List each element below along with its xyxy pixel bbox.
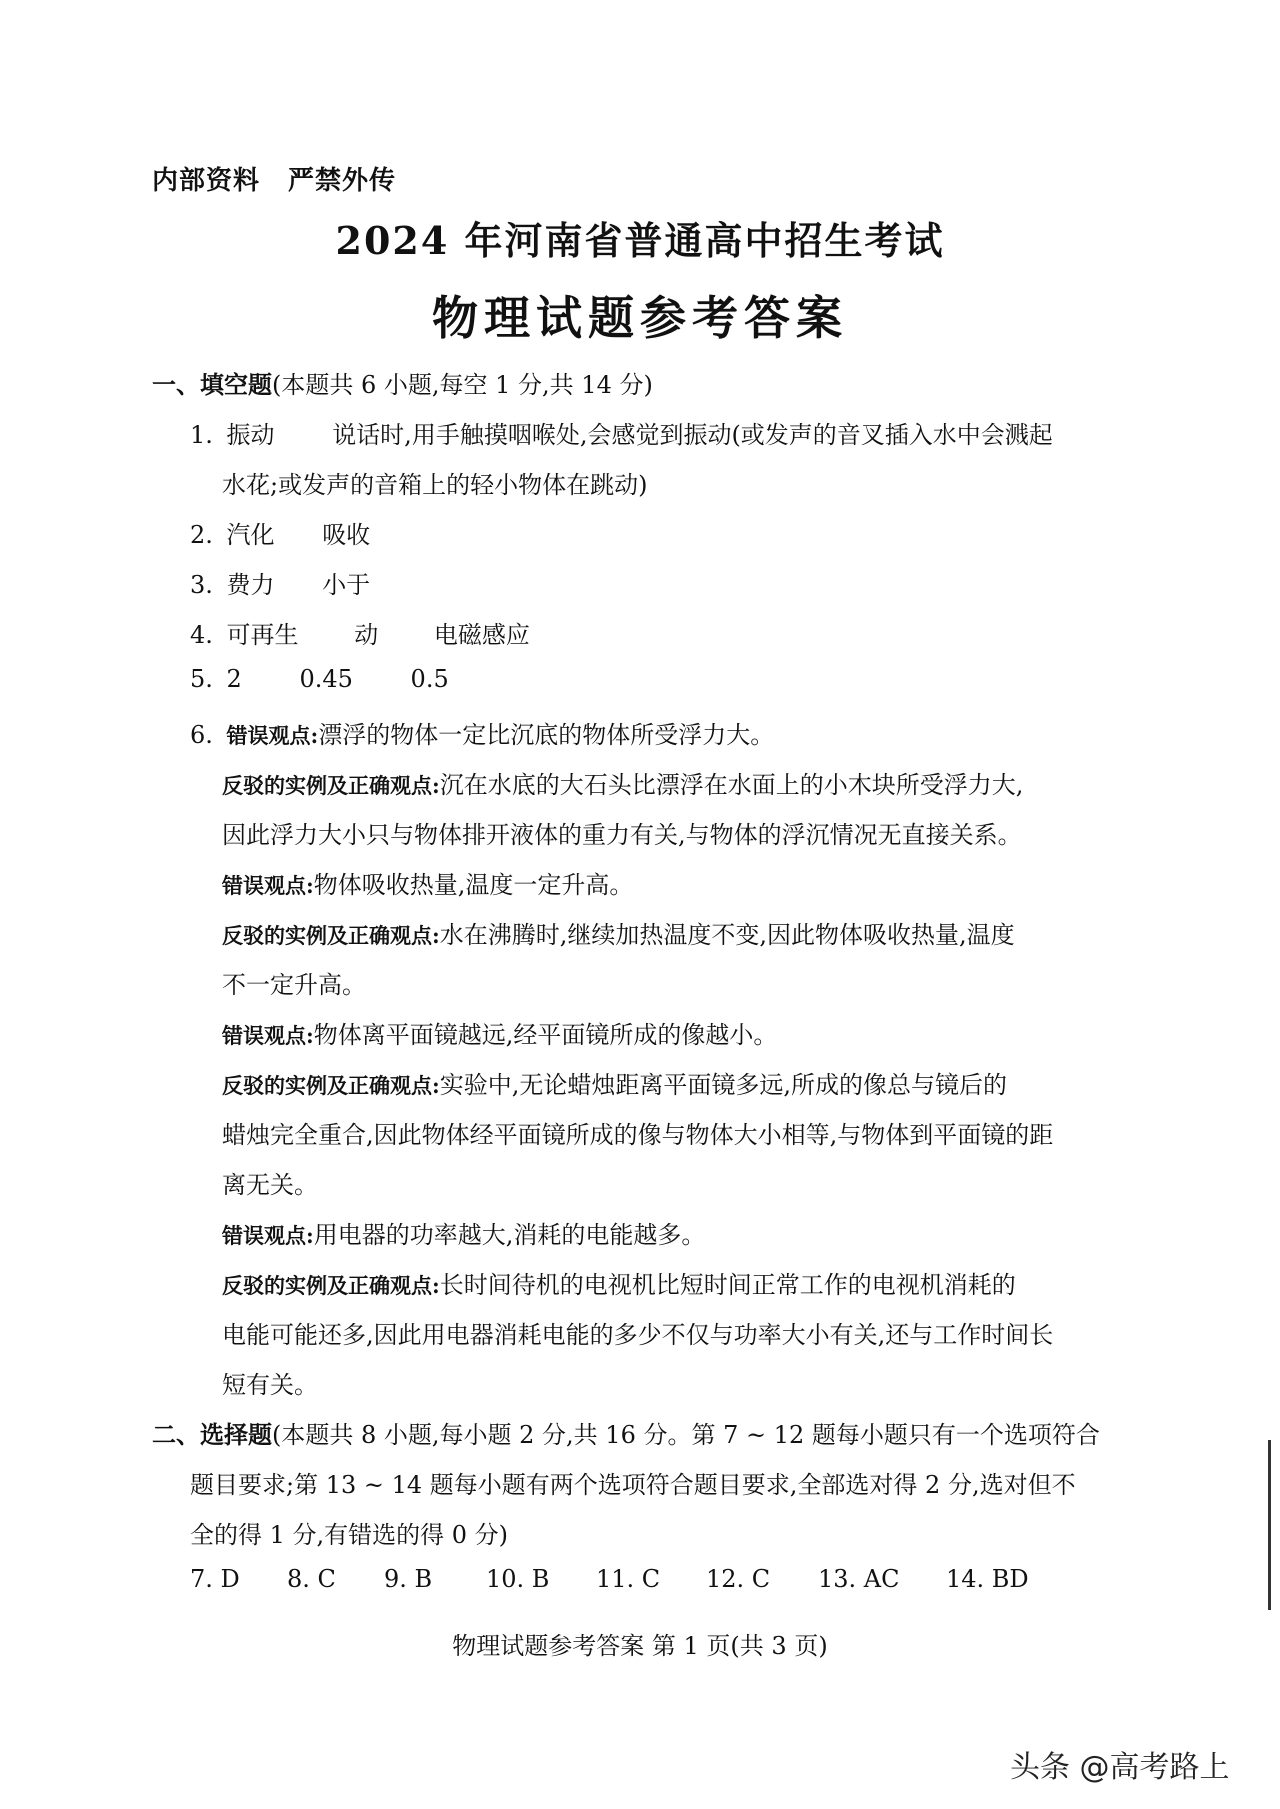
q5-answer-1: 2 [226, 665, 242, 693]
q2-number: 2. [190, 521, 213, 549]
choice-answer: 9. B [384, 1565, 433, 1593]
choice-answer: 7. D [190, 1565, 240, 1593]
section2-desc-1: (本题共 8 小题,每小题 2 分,共 16 分。第 7 ~ 12 题每小题只有一个选项符合 [272, 1421, 1100, 1449]
choice-answer: 8. C [287, 1565, 336, 1593]
q1-line [190, 415, 1053, 450]
wrong-view-label: 错误观点: [222, 873, 314, 898]
document-title: 物理试题参考答案 [432, 291, 848, 345]
q4-line [190, 615, 530, 650]
q1-example-cont: 水花;或发声的音箱上的轻小物体在跳动) [222, 471, 648, 499]
section2-heading: 二、选择题 [152, 1420, 272, 1449]
q2-answer-1: 汽化 [226, 521, 275, 549]
choice-answer: 10. B [486, 1565, 550, 1593]
rebuttal-4-line [222, 1265, 1016, 1300]
rebuttal-label: 反驳的实例及正确观点: [222, 1273, 440, 1298]
tag-no-distribution: 严禁外传 [288, 166, 397, 196]
tag-internal: 内部资料 [152, 166, 261, 196]
rebuttal-1-line [222, 765, 1023, 800]
rebuttal-3c: 离无关。 [222, 1171, 318, 1199]
q6-number: 6. [190, 721, 213, 749]
wrong-view-3-line [222, 1015, 777, 1050]
page-footer: 物理试题参考答案 第 1 页(共 3 页) [452, 1632, 828, 1660]
rebuttal-3a: 实验中,无论蜡烛距离平面镜多远,所成的像总与镜后的 [439, 1071, 1008, 1099]
q3-answer-2: 小于 [322, 571, 371, 599]
q5-answer-3: 0.5 [410, 665, 449, 693]
rebuttal-3-line [222, 1065, 1007, 1100]
q4-answer-1: 可再生 [226, 621, 299, 649]
watermark: 头条 @高考路上 [1010, 1750, 1230, 1785]
section2-desc-2: 题目要求;第 13 ~ 14 题每小题有两个选项符合题目要求,全部选对得 2 分,选对但不 [190, 1471, 1076, 1499]
section1-heading: 一、填空题 [152, 370, 272, 399]
q3-number: 3. [190, 571, 213, 599]
rebuttal-1a: 沉在水底的大石头比漂浮在水面上的小木块所受浮力大, [439, 771, 1024, 799]
rebuttal-4a: 长时间待机的电视机比短时间正常工作的电视机消耗的 [439, 1271, 1016, 1299]
q3-answer-1: 费力 [226, 571, 275, 599]
rebuttal-label: 反驳的实例及正确观点: [222, 773, 440, 798]
wrong-view-4: 用电器的功率越大,消耗的电能越多。 [313, 1221, 706, 1249]
section2-heading-line [152, 1415, 1100, 1450]
rebuttal-4b: 电能可能还多,因此用电器消耗电能的多少不仅与功率大小有关,还与工作时间长 [222, 1321, 1054, 1349]
wrong-view-1: 漂浮的物体一定比沉底的物体所受浮力大。 [318, 721, 775, 749]
wrong-view-3: 物体离平面镜越远,经平面镜所成的像越小。 [313, 1021, 778, 1049]
rebuttal-label: 反驳的实例及正确观点: [222, 923, 440, 948]
q4-number: 4. [190, 621, 213, 649]
wrong-view-4-line [222, 1215, 705, 1250]
rebuttal-2-line [222, 915, 1015, 950]
q4-answer-2: 动 [354, 621, 379, 649]
q2-line [190, 515, 370, 550]
exam-title: 2024 年河南省普通高中招生考试 [335, 218, 945, 263]
choice-answers [190, 1565, 1029, 1593]
choice-answer: 12. C [706, 1565, 771, 1593]
q6-line [190, 715, 774, 750]
section1-desc: (本题共 6 小题,每空 1 分,共 14 分) [272, 371, 653, 399]
choice-answer: 11. C [596, 1565, 661, 1593]
rebuttal-label: 反驳的实例及正确观点: [222, 1073, 440, 1098]
scan-edge-line [1268, 1440, 1271, 1610]
q2-answer-2: 吸收 [322, 521, 371, 549]
q3-line [190, 565, 370, 600]
wrong-view-2-line [222, 865, 633, 900]
section1-heading-line [152, 365, 653, 400]
confidential-tag [152, 160, 396, 197]
wrong-view-label: 错误观点: [222, 1023, 314, 1048]
q5-answer-2: 0.45 [299, 665, 353, 693]
q1-number: 1. [190, 421, 213, 449]
wrong-view-label: 错误观点: [226, 723, 319, 748]
q1-example: 说话时,用手触摸咽喉处,会感觉到振动(或发声的音叉插入水中会溅起 [332, 421, 1053, 449]
rebuttal-4c: 短有关。 [222, 1371, 318, 1399]
rebuttal-2a: 水在沸腾时,继续加热温度不变,因此物体吸收热量,温度 [439, 921, 1015, 949]
section2-desc-3: 全的得 1 分,有错选的得 0 分) [190, 1521, 509, 1549]
q5-line [190, 665, 449, 693]
choice-answer: 14. BD [946, 1565, 1029, 1593]
wrong-view-label: 错误观点: [222, 1223, 314, 1248]
q5-number: 5. [190, 665, 213, 693]
q1-answer: 振动 [226, 421, 275, 449]
rebuttal-1b: 因此浮力大小只与物体排开液体的重力有关,与物体的浮沉情况无直接关系。 [222, 821, 1022, 849]
q4-answer-3: 电磁感应 [433, 621, 530, 649]
rebuttal-2b: 不一定升高。 [222, 971, 366, 999]
wrong-view-2: 物体吸收热量,温度一定升高。 [313, 871, 634, 899]
choice-answer: 13. AC [818, 1565, 900, 1593]
rebuttal-3b: 蜡烛完全重合,因此物体经平面镜所成的像与物体大小相等,与物体到平面镜的距 [222, 1121, 1054, 1149]
